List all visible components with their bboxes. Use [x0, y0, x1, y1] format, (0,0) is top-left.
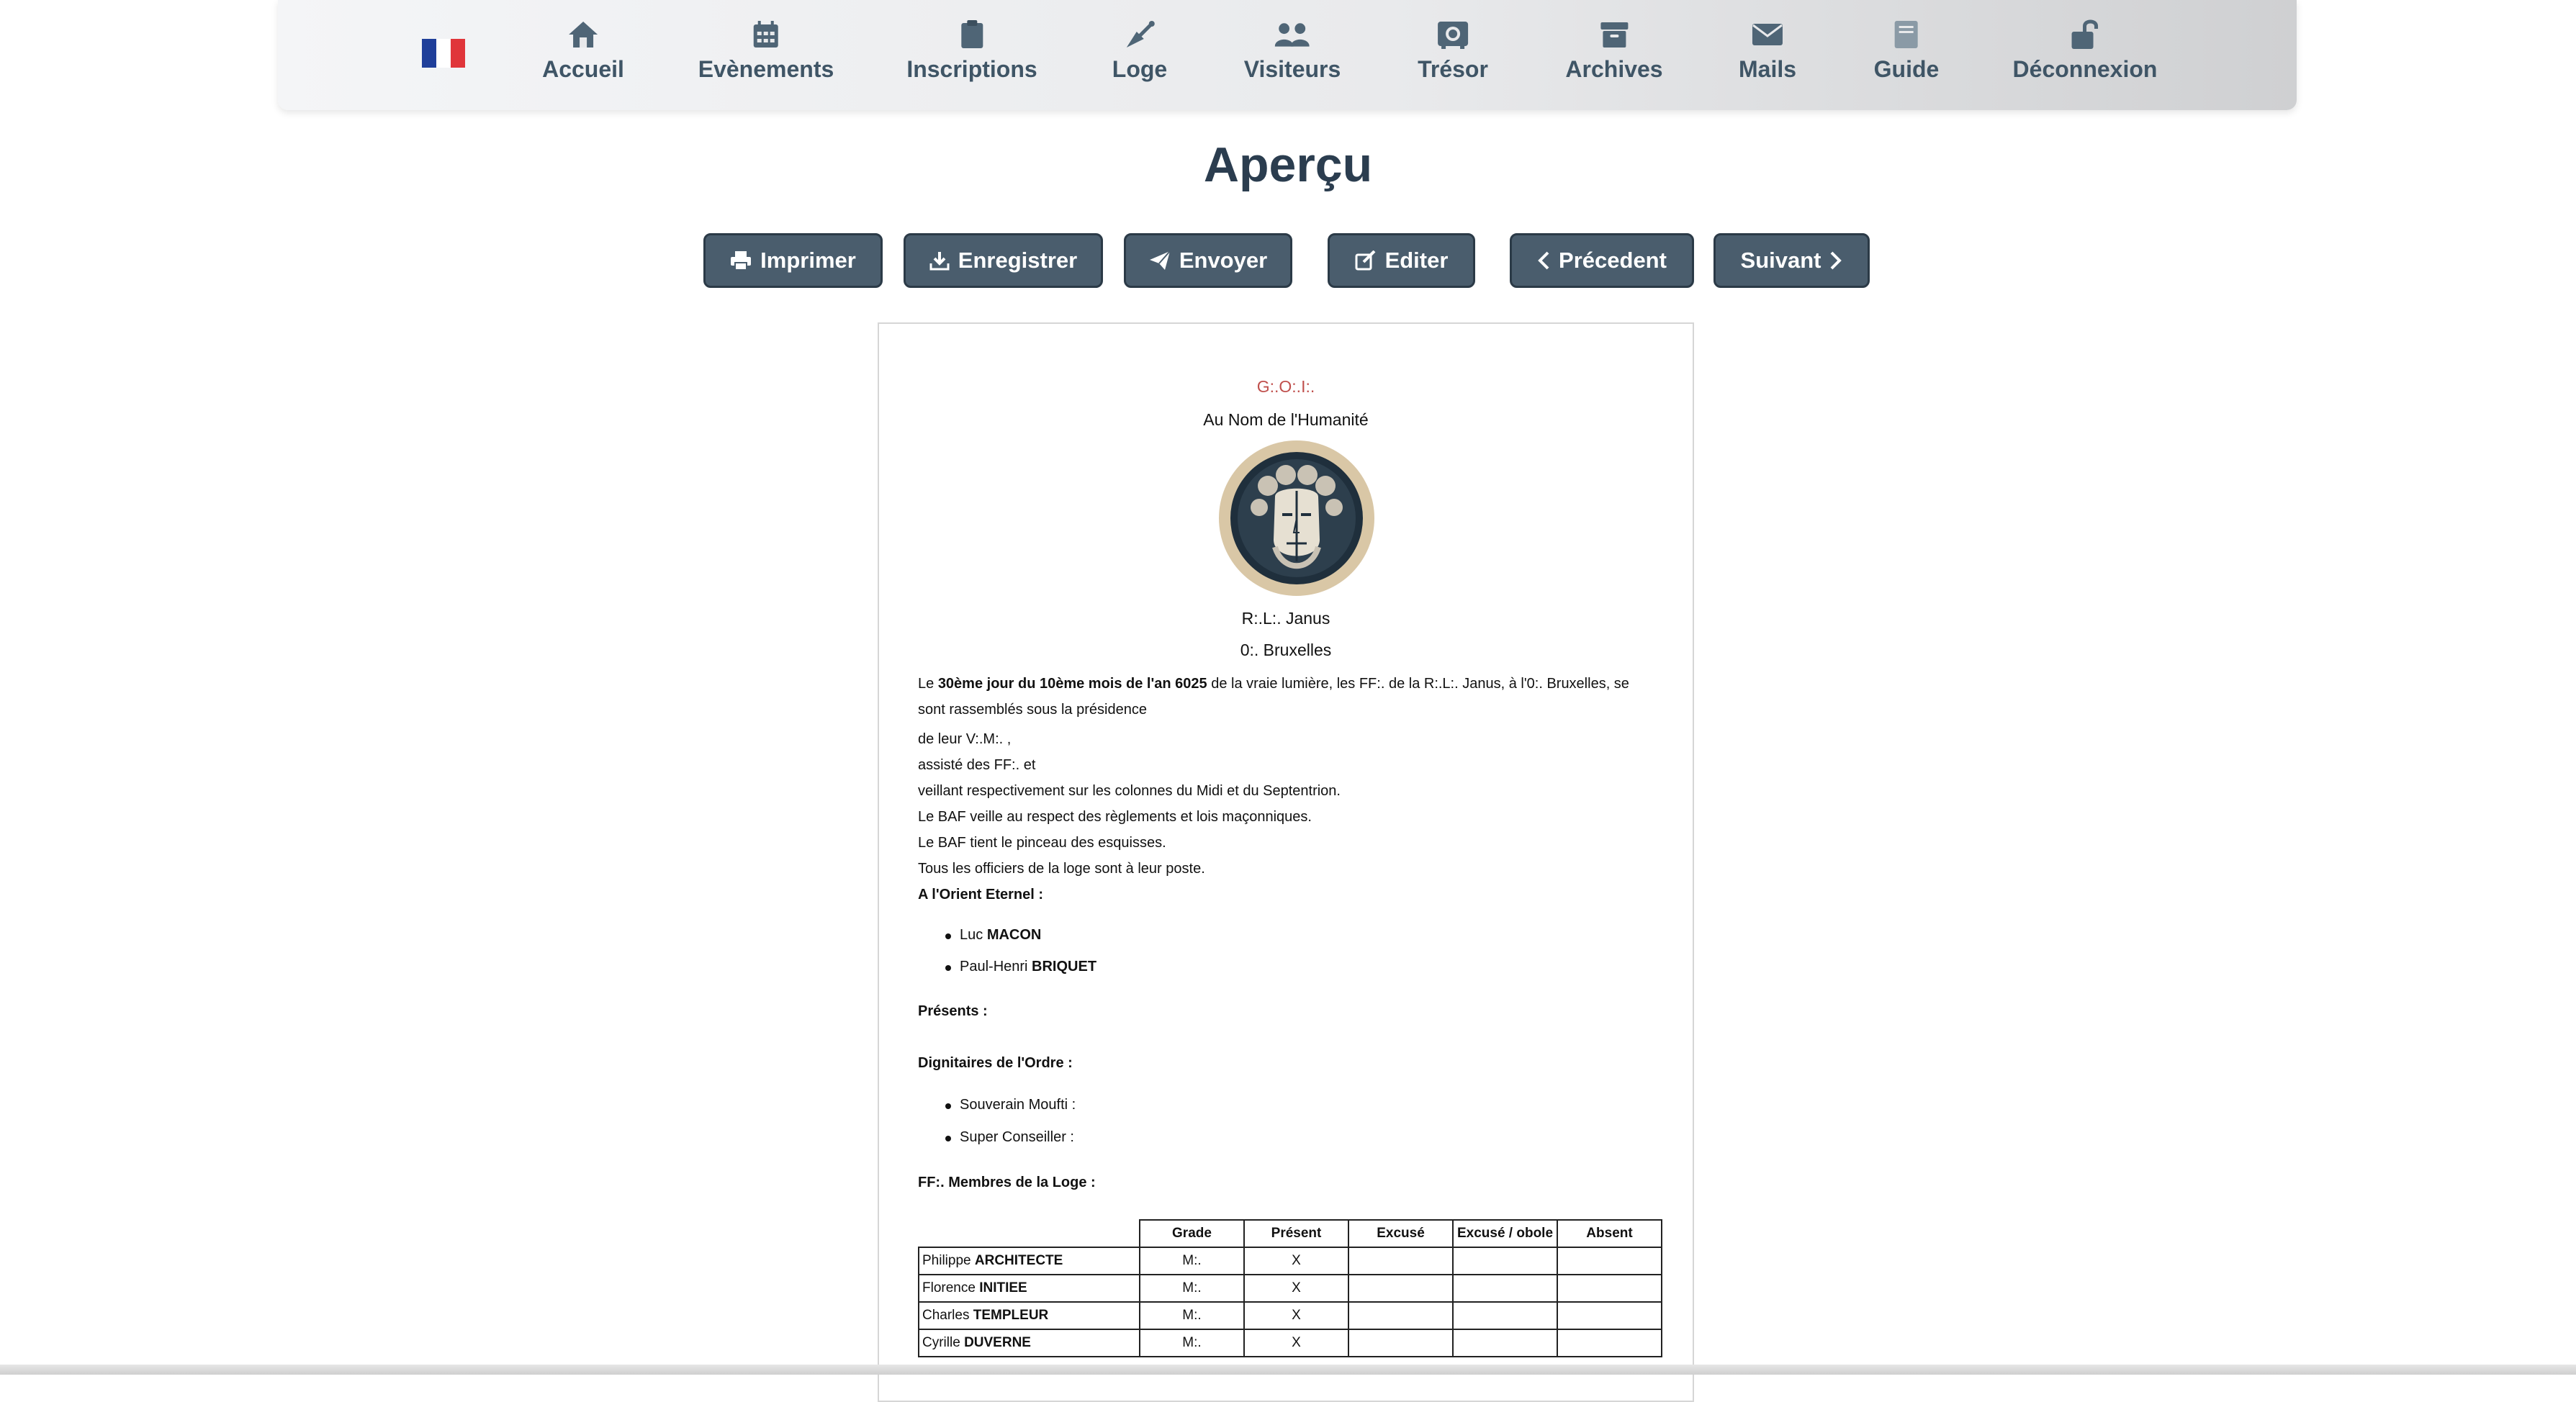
nav-item-visiteurs[interactable]	[1244, 17, 1341, 89]
empty-header-cell	[919, 1220, 1140, 1247]
doc-header-humanite: Au Nom de l'Humanité	[1203, 410, 1369, 429]
nav-label: Inscriptions	[906, 56, 1037, 82]
print-button[interactable]	[703, 233, 883, 288]
previous-button[interactable]	[1510, 233, 1694, 288]
column-header: Grade	[1140, 1220, 1244, 1247]
first-name: Paul-Henri	[960, 959, 1028, 974]
send-button[interactable]	[1124, 233, 1292, 288]
last-name: INITIEE	[979, 1280, 1027, 1295]
column-header: Excusé	[1348, 1220, 1453, 1247]
page-title: Aperçu	[1203, 137, 1373, 192]
excuse-obole-cell	[1453, 1275, 1557, 1302]
download-icon	[929, 250, 950, 271]
first-name: Florence	[922, 1280, 976, 1295]
grade-cell: M:.	[1140, 1275, 1244, 1302]
doc-line-vm: de leur V:.M:. ,	[918, 731, 1012, 747]
last-name: MACON	[986, 927, 1042, 943]
edit-label: Editer	[1384, 248, 1449, 273]
send-label: Envoyer	[1179, 248, 1268, 273]
last-name: DUVERNE	[964, 1335, 1031, 1350]
list-item: Souverain Moufti :	[960, 1097, 1076, 1113]
excuse-obole-cell	[1453, 1329, 1557, 1357]
nav-label: Déconnexion	[2012, 56, 2158, 82]
chevron-left-icon	[1537, 250, 1550, 271]
column-header: Présent	[1244, 1220, 1348, 1247]
previous-label: Précedent	[1559, 248, 1667, 273]
nav-item-inscriptions[interactable]	[906, 17, 1037, 89]
print-label: Imprimer	[760, 248, 856, 273]
safe-icon	[1436, 17, 1470, 52]
first-name: Philippe	[922, 1253, 971, 1268]
nav-label: Archives	[1565, 56, 1663, 82]
flag-stripe-white	[436, 39, 451, 68]
list-item: Super Conseiller :	[960, 1129, 1074, 1145]
window-bottom-edge	[0, 1365, 2576, 1375]
nav-label: Guide	[1873, 56, 1940, 82]
intro-date: 30ème jour du 10ème mois de l'an 6025	[937, 676, 1207, 692]
nav-item-loge[interactable]	[1112, 17, 1167, 89]
doc-line-assist: assisté des FF:. et	[918, 757, 1036, 773]
doc-line-baf2: Le BAF tient le pinceau des esquisses.	[918, 835, 1166, 851]
document-preview	[878, 322, 1694, 1402]
absent-cell	[1557, 1275, 1662, 1302]
archive-icon	[1597, 17, 1631, 52]
excuse-obole-cell	[1453, 1247, 1557, 1275]
doc-orient-eternel-heading: A l'Orient Eternel :	[918, 887, 1044, 903]
nav-item-deconnexion[interactable]	[2013, 17, 2158, 89]
mail-icon	[1750, 17, 1785, 52]
list-item	[960, 959, 1096, 975]
save-button[interactable]	[904, 233, 1103, 288]
home-icon	[566, 17, 600, 52]
intro-suffix: de la vraie lumière, les FF:. de la R:.L:. Janus, à l'0:. Bruxelles, se sont rassemblés sous la présidence	[918, 676, 1629, 718]
nav-label: Accueil	[542, 56, 624, 82]
absent-cell	[1557, 1302, 1662, 1329]
doc-intro-paragraph	[918, 671, 1659, 723]
french-flag-icon[interactable]	[422, 39, 465, 68]
present-cell: X	[1244, 1302, 1348, 1329]
doc-presents-heading: Présents :	[918, 1003, 988, 1019]
nav-label: Evènements	[698, 56, 834, 82]
member-name-cell	[919, 1329, 1140, 1357]
trowel-icon	[1122, 17, 1157, 52]
grade-cell: M:.	[1140, 1302, 1244, 1329]
member-name-cell	[919, 1275, 1140, 1302]
first-name: Cyrille	[922, 1335, 960, 1350]
grade-cell: M:.	[1140, 1329, 1244, 1357]
nav-item-evenements[interactable]	[698, 17, 834, 89]
calendar-icon	[749, 17, 783, 52]
first-name: Luc	[960, 927, 983, 943]
doc-line-colonnes: veillant respectivement sur les colonnes du Midi et du Septentrion.	[918, 783, 1341, 799]
last-name: ARCHITECTE	[974, 1253, 1063, 1268]
doc-line-baf1: Le BAF veille au respect des règlements et lois maçonniques.	[918, 809, 1312, 825]
absent-cell	[1557, 1329, 1662, 1357]
members-attendance-table	[918, 1219, 1662, 1357]
unlock-icon	[2068, 17, 2102, 52]
printer-icon	[730, 250, 752, 271]
table-row	[919, 1302, 1662, 1329]
member-name-cell	[919, 1302, 1140, 1329]
save-label: Enregistrer	[958, 248, 1078, 273]
table-header-row	[919, 1220, 1662, 1247]
nav-item-archives[interactable]	[1565, 17, 1662, 89]
last-name: TEMPLEUR	[973, 1308, 1049, 1323]
nav-label: Visiteurs	[1243, 56, 1341, 82]
nav-item-guide[interactable]	[1874, 17, 1940, 89]
column-header: Excusé / obole	[1453, 1220, 1557, 1247]
nav-label: Mails	[1738, 56, 1797, 82]
nav-item-tresor[interactable]	[1418, 17, 1488, 89]
excuse-cell	[1348, 1329, 1453, 1357]
janus-medallion-image	[1219, 440, 1374, 596]
doc-membres-heading: FF:. Membres de la Loge :	[918, 1175, 1096, 1190]
nav-item-accueil[interactable]	[542, 17, 624, 89]
table-row	[919, 1275, 1662, 1302]
flag-stripe-red	[451, 39, 465, 68]
table-row	[919, 1329, 1662, 1357]
column-header: Absent	[1557, 1220, 1662, 1247]
present-cell: X	[1244, 1275, 1348, 1302]
absent-cell	[1557, 1247, 1662, 1275]
flag-stripe-blue	[422, 39, 436, 68]
doc-dignitaires-heading: Dignitaires de l'Ordre :	[918, 1055, 1073, 1071]
book-icon	[1889, 17, 1924, 52]
intro-prefix: Le	[918, 676, 938, 692]
nav-label: Trésor	[1418, 56, 1488, 82]
excuse-cell	[1348, 1275, 1453, 1302]
member-name-cell	[919, 1247, 1140, 1275]
edit-button[interactable]	[1328, 233, 1475, 288]
top-navigation-bar	[278, 0, 2297, 110]
first-name: Charles	[922, 1308, 970, 1323]
doc-lodge-name: R:.L:. Janus	[1241, 609, 1330, 628]
paper-plane-icon	[1149, 250, 1171, 271]
edit-icon	[1355, 250, 1377, 271]
grade-cell: M:.	[1140, 1247, 1244, 1275]
nav-item-mails[interactable]	[1739, 17, 1796, 89]
doc-orient: 0:. Bruxelles	[1240, 641, 1332, 659]
list-item	[960, 927, 1041, 944]
present-cell: X	[1244, 1247, 1348, 1275]
next-label: Suivant	[1740, 248, 1821, 273]
nav-label: Loge	[1112, 56, 1168, 82]
next-button[interactable]	[1713, 233, 1870, 288]
excuse-obole-cell	[1453, 1302, 1557, 1329]
table-row	[919, 1247, 1662, 1275]
doc-header-goi: G:.O:.I:.	[1256, 377, 1315, 396]
clipboard-icon	[955, 17, 989, 52]
users-icon	[1275, 17, 1310, 52]
excuse-cell	[1348, 1302, 1453, 1329]
excuse-cell	[1348, 1247, 1453, 1275]
chevron-right-icon	[1829, 250, 1842, 271]
last-name: BRIQUET	[1032, 959, 1097, 974]
present-cell: X	[1244, 1329, 1348, 1357]
doc-line-officiers: Tous les officiers de la loge sont à leur poste.	[918, 861, 1205, 877]
